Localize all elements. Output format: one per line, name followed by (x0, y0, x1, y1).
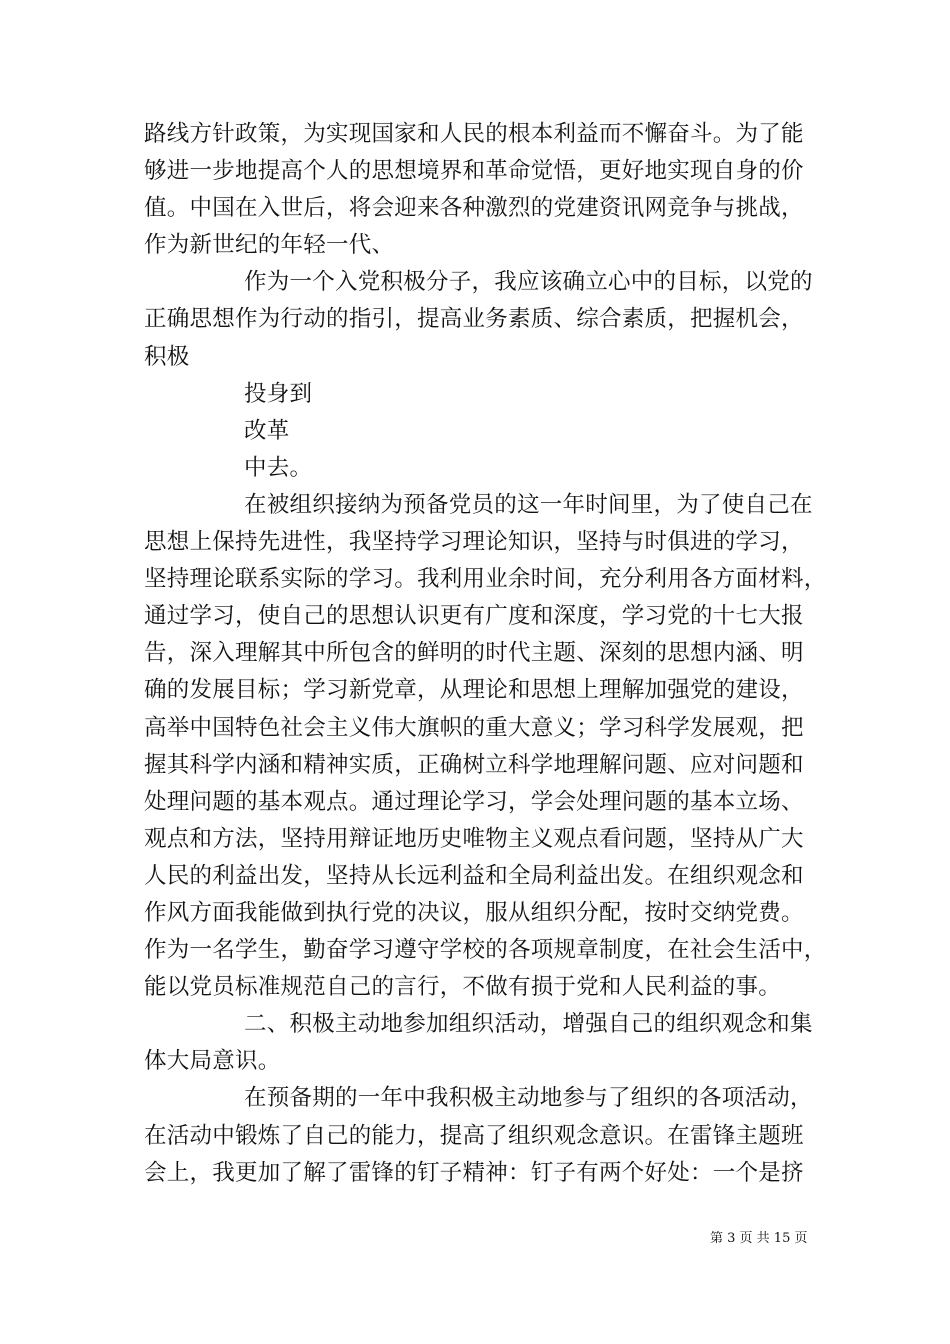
text-line: 人民的利益出发，坚持从长远利益和全局利益出发。在组织观念和 (144, 862, 804, 889)
text-line: 作为一个入党积极分子，我应该确立心中的目标，以党的 (244, 269, 813, 296)
text-line: 体大局意识。 (144, 1048, 281, 1075)
text-line: 确的发展目标；学习新党章，从理论和思想上理解加强党的建设， (144, 677, 804, 704)
text-line: 中去。 (244, 454, 313, 481)
text-line: 作为新世纪的年轻一代、 (144, 232, 395, 259)
text-line: 握其科学内涵和精神实质，正确树立科学地理解问题、应对问题和 (144, 751, 804, 778)
text-line: 会上，我更加了解了雷锋的钉子精神：钉子有两个好处：一个是挤 (144, 1159, 804, 1186)
text-line: 处理问题的基本观点。通过理论学习，学会处理问题的基本立场、 (144, 788, 804, 815)
text-line: 够进一步地提高个人的思想境界和革命觉悟，更好地实现自身的价 (144, 158, 804, 185)
text-line: 高举中国特色社会主义伟大旗帜的重大意义；学习科学发展观，把 (144, 714, 804, 741)
text-line: 值。中国在入世后，将会迎来各种激烈的党建资讯网竞争与挑战， (144, 195, 804, 222)
text-line: 观点和方法，坚持用辩证地历史唯物主义观点看问题，坚持从广大 (144, 825, 804, 852)
text-line: 改革 (244, 417, 290, 444)
text-line: 坚持理论联系实际的学习。我利用业余时间，充分利用各方面材料， (144, 566, 827, 593)
section-heading: 二、积极主动地参加组织活动，增强自己的组织观念和集 (244, 1011, 813, 1038)
text-line: 积极 (144, 343, 190, 370)
page-number-footer: 第 3 页 共 15 页 (710, 1231, 808, 1246)
text-line: 在活动中锻炼了自己的能力，提高了组织观念意识。在雷锋主题班 (144, 1122, 804, 1149)
text-line: 作风方面我能做到执行党的决议，服从组织分配，按时交纳党费。 (144, 899, 804, 926)
text-line: 作为一名学生，勤奋学习遵守学校的各项规章制度，在社会生活中， (144, 937, 827, 964)
body-text (144, 116, 827, 1192)
text-line: 正确思想作为行动的指引，提高业务素质、综合素质，把握机会， (144, 306, 804, 333)
text-line: 能以党员标准规范自己的言行，不做有损于党和人民利益的事。 (144, 974, 782, 1001)
text-line: 在预备期的一年中我积极主动地参与了组织的各项活动， (244, 1085, 813, 1112)
text-line: 在被组织接纳为预备党员的这一年时间里，为了使自己在 (244, 491, 813, 518)
text-line: 投身到 (244, 380, 313, 407)
text-line: 告，深入理解其中所包含的鲜明的时代主题、深刻的思想内涵、明 (144, 640, 804, 667)
text-line: 思想上保持先进性，我坚持学习理论知识，坚持与时俱进的学习， (144, 529, 804, 556)
text-line: 路线方针政策，为实现国家和人民的根本利益而不懈奋斗。为了能 (144, 121, 804, 147)
text-line: 通过学习，使自己的思想认识更有广度和深度，学习党的十七大报 (144, 603, 804, 630)
